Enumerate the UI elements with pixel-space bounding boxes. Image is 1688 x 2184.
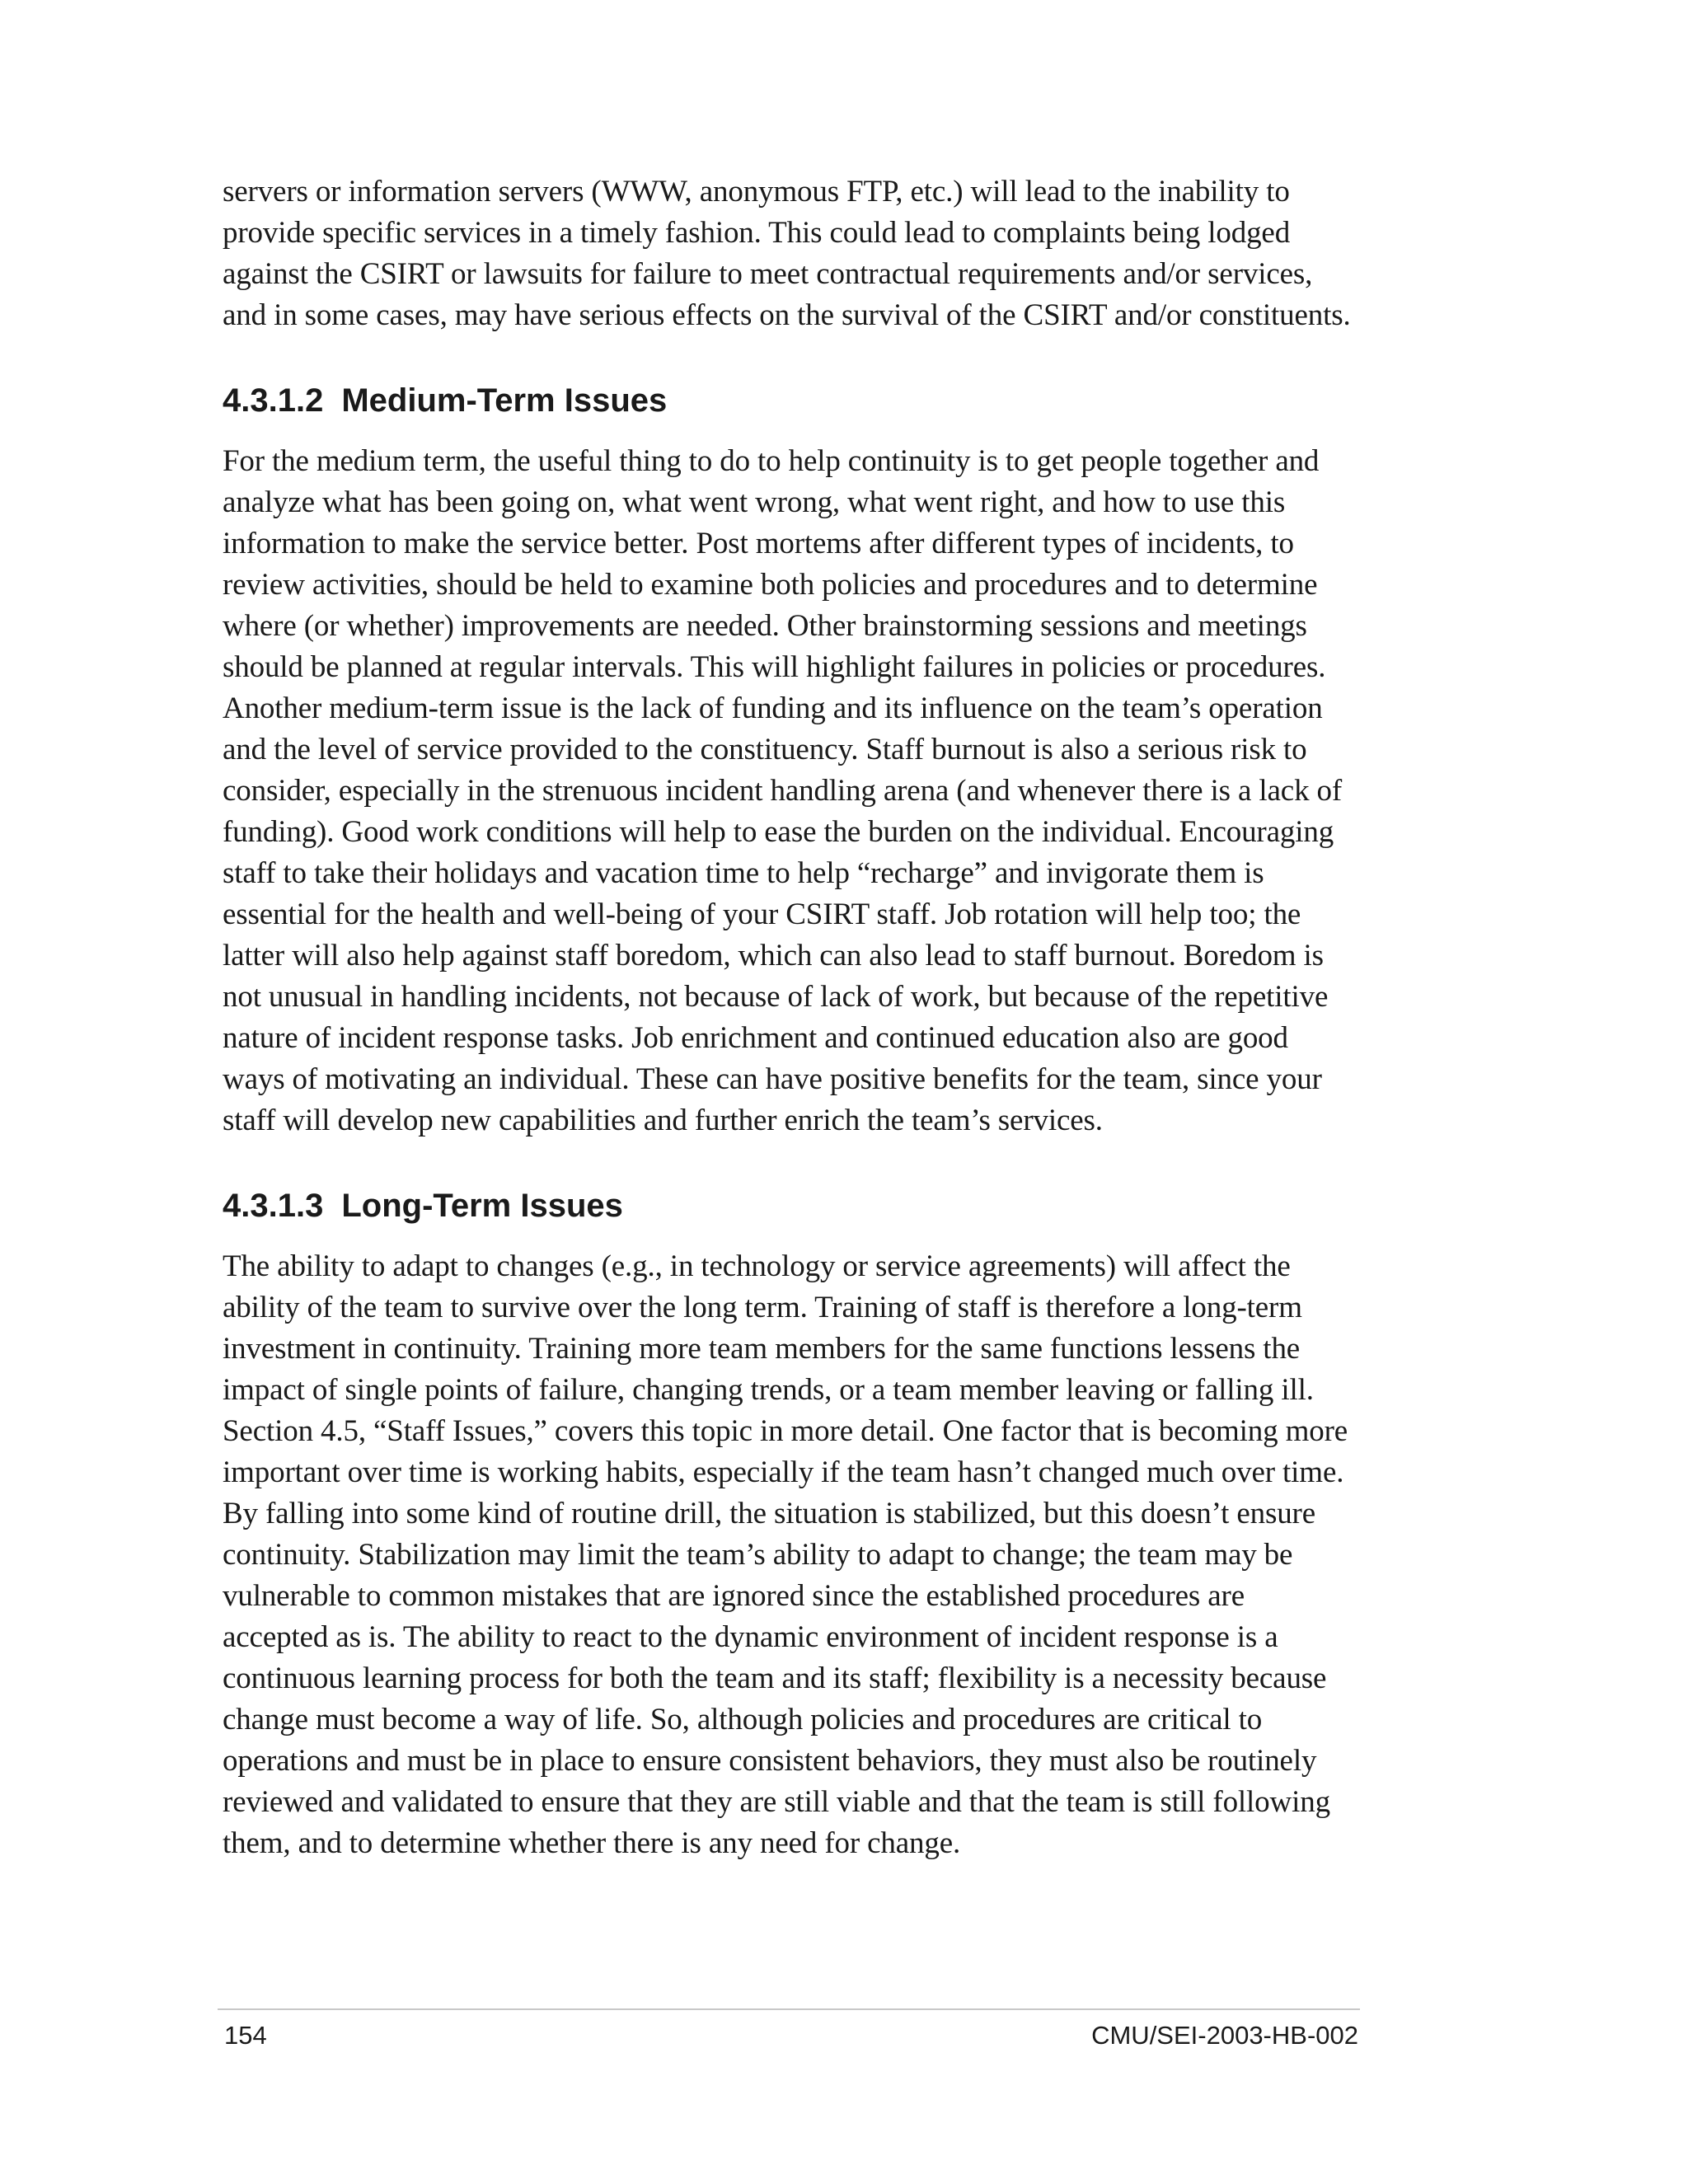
body-paragraph: The ability to adapt to changes (e.g., in technology or service agreements) will affect the ability of the team to survive over the long term. Training of staff is therefore a long-term investment in continuity. Training more team members for the same functions lessens the impact of single points of failure, changing trends, or a team member leaving or falling ill. Section 4.5, “Staff Issues,” covers this topic in more detail. One factor that is becoming more important over time is working habits, especially if the team hasn’t changed much over time. By falling into some kind of routine drill, the situation is stabilized, but this doesn’t ensure continuity. Stabilization may limit the team’s ability to adapt to change; the team may be vulnerable to common mistakes that are ignored since the established procedures are accepted as is. The ability to react to the dynamic environment of incident response is a continuous learning process for both the team and its staff; flexibility is a necessity because change must become a way of life. So, although policies and procedures are critical to operations and must be in place to ensure consistent behaviors, they must also be routinely reviewed and validated to ensure that they are still viable and that the team is still following them, and to determine whether there is any need for change. [223,1249,1348,1860]
body-paragraph: servers or information servers (WWW, anonymous FTP, etc.) will lead to the inability to provide specific services in a timely fashion. This could lead to complaints being lodged against the CSIRT or lawsuits for failure to meet contractual requirements and/or services, and in some cases, may have serious effects on the survival of the CSIRT and/or constituents. [223,175,1351,332]
page-body [223,171,1356,1864]
section-heading-medium-term [223,380,1356,421]
footer-document-id: CMU/SEI-2003-HB-002 [1091,2021,1358,2050]
footer-divider [218,2008,1360,2010]
body-paragraph: For the medium term, the useful thing to do to help continuity is to get people together and analyze what has been going on, what went wrong, what went right, and how to use this information to make the service better. Post mortems after different types of incidents, to review activities, should be held to examine both policies and procedures and to determine where (or whether) improvements are needed. Other brainstorming sessions and meetings should be planned at regular intervals. This will highlight failures in policies or procedures. Another medium-term issue is the lack of funding and its influence on the team’s operation and the level of service provided to the constituency. Staff burnout is also a serious risk to consider, especially in the strenuous incident handling arena (and whenever there is a lack of funding). Good work conditions will help to ease the burden on the individual. Encouraging staff to take their holidays and vacation time to help “recharge” and invigorate them is essential for the health and well-being of your CSIRT staff. Job rotation will help too; the latter will also help against staff boredom, which can also lead to staff burnout. Boredom is not unusual in handling incidents, not because of lack of work, but because of the repetitive nature of incident response tasks. Job enrichment and continued education also are good ways of motivating an individual. These can have positive benefits for the team, since your staff will develop new capabilities and further enrich the team’s services. [223,444,1343,1137]
footer-page-number: 154 [224,2021,267,2050]
section-number: 4.3.1.3 [223,1188,324,1224]
section-title: Long-Term Issues [341,1188,623,1224]
section-title: Medium-Term Issues [341,382,668,419]
section-heading-long-term [223,1185,1356,1226]
section-number: 4.3.1.2 [223,382,324,419]
